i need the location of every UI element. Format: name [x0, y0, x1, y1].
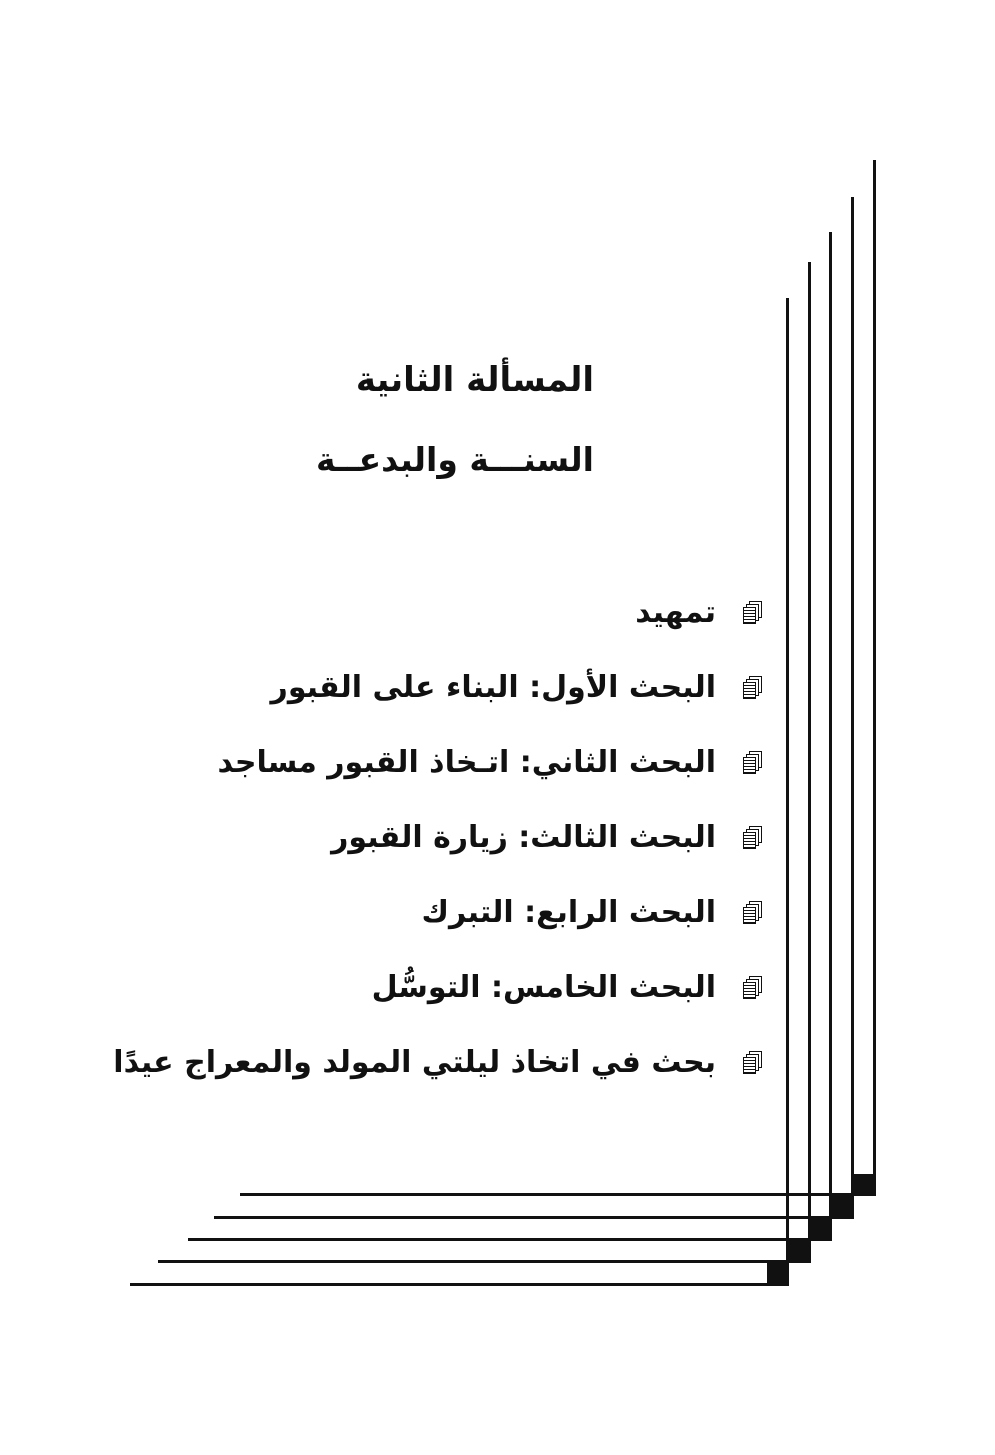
- list-item: [150, 725, 762, 800]
- frame-vertical-line: [786, 298, 789, 1284]
- frame-horizontal-line: [158, 1260, 811, 1263]
- frame-corner-square: [789, 1240, 811, 1262]
- frame-vertical-line: [829, 232, 832, 1240]
- frame-corner-square: [832, 1196, 854, 1218]
- list-item: [113, 1025, 762, 1100]
- list-item-label: البحث الخامس: التوسُّل: [371, 969, 716, 1005]
- list-item-label: بحث في اتخاذ ليلتي المولد والمعراج عيدًا: [113, 1044, 716, 1080]
- frame-vertical-line: [808, 262, 811, 1262]
- list-item-label: البحث الثاني: اتـخاذ القبور مساجد: [217, 744, 716, 780]
- frame-corner-square: [810, 1218, 832, 1240]
- frame-horizontal-line: [214, 1216, 854, 1219]
- list-item: [150, 875, 762, 950]
- list-item-label: البحث الثالث: زيارة القبور: [331, 819, 716, 855]
- list-item: [150, 650, 762, 725]
- frame-vertical-line: [873, 160, 876, 1196]
- document-stack-icon: [742, 751, 762, 775]
- document-stack-icon: [742, 976, 762, 1000]
- document-stack-icon: [742, 676, 762, 700]
- contents-list: [113, 575, 762, 1100]
- frame-corner-square: [854, 1174, 876, 1196]
- list-item: [150, 575, 762, 650]
- document-stack-icon: [742, 1051, 762, 1075]
- section-subtitle: السنـــة والبدعــة: [316, 440, 594, 479]
- frame-horizontal-line: [188, 1238, 832, 1241]
- frame-horizontal-line: [240, 1193, 876, 1196]
- document-stack-icon: [742, 901, 762, 925]
- document-stack-icon: [742, 601, 762, 625]
- frame-corner-square: [767, 1262, 789, 1284]
- list-item-label: البحث الرابع: التبرك: [421, 894, 716, 930]
- section-title: المسألة الثانية: [355, 360, 595, 400]
- list-item-label: تمهيد: [635, 594, 716, 630]
- frame-horizontal-line: [130, 1283, 789, 1286]
- frame-vertical-line: [851, 197, 854, 1218]
- document-stack-icon: [742, 826, 762, 850]
- list-item: [150, 950, 762, 1025]
- list-item: [150, 800, 762, 875]
- list-item-label: البحث الأول: البناء على القبور: [270, 669, 716, 705]
